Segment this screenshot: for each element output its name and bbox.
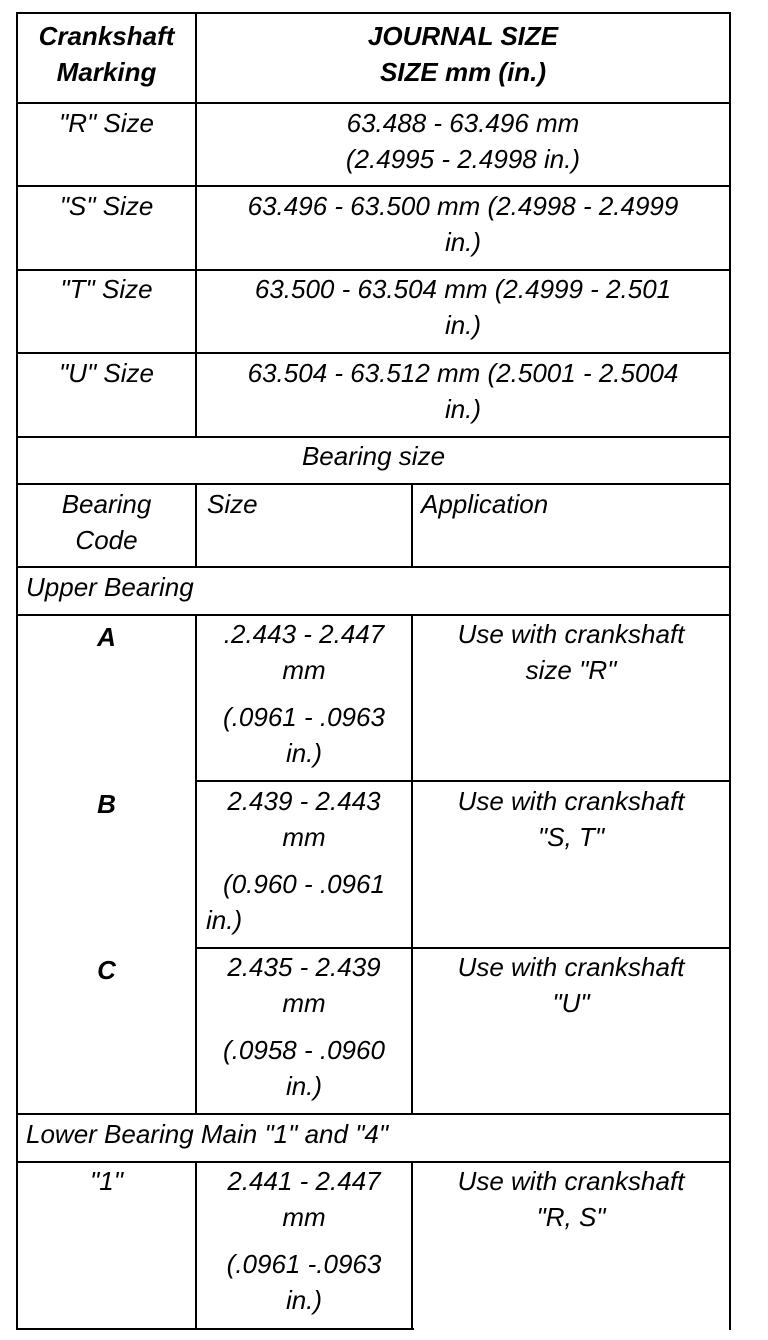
row-divider <box>16 185 731 187</box>
crankshaft-marking-cell: "U" Size <box>58 358 155 388</box>
row-divider <box>16 566 731 568</box>
column-divider <box>411 614 413 1115</box>
bearing-code-cell: B <box>97 789 116 819</box>
lower-bearing-section-title: Lower Bearing Main "1" and "4" <box>26 1119 389 1149</box>
journal-size-cell: 63.500 - 63.504 mm (2.4999 - 2.501 in.) <box>254 274 672 340</box>
row-divider <box>16 352 731 354</box>
crankshaft-marking-cell: "R" Size <box>58 108 155 138</box>
bearing-code-header: Bearing Code <box>61 489 152 555</box>
application-header: Application <box>421 489 549 519</box>
bearing-application-cell: Use with crankshaft "S, T" <box>457 786 685 852</box>
column-divider <box>411 483 413 568</box>
journal-size-cell: 63.504 - 63.512 mm (2.5001 - 2.5004 in.) <box>247 358 679 424</box>
row-divider <box>16 102 731 104</box>
crankshaft-marking-cell: "T" Size <box>60 274 153 304</box>
upper-bearing-section-title: Upper Bearing <box>26 572 194 602</box>
bearing-application-cell: Use with crankshaft "R, S" <box>457 1166 685 1232</box>
bearing-size-cell: .2.443 - 2.447 mm (.0961 - .0963 in.) <box>223 619 385 768</box>
size-header: Size <box>207 489 258 519</box>
bearing-application-cell: Use with crankshaft size "R" <box>457 619 685 685</box>
journal-size-header: JOURNAL SIZE SIZE mm (in.) <box>367 21 559 87</box>
crankshaft-marking-header: Crankshaft Marking <box>38 21 175 87</box>
bearing-size-cell: 2.441 - 2.447 mm (.0961 -.0963 in.) <box>226 1166 382 1315</box>
row-divider <box>16 483 731 485</box>
table-border-bottom <box>16 1328 414 1330</box>
table-border-right <box>729 12 731 1330</box>
row-divider <box>16 1113 731 1115</box>
crankshaft-marking-cell: "S" Size <box>59 191 154 221</box>
bearing-size-cell: 2.439 - 2.443 mm (0.960 - .0961 in.) <box>206 786 385 935</box>
table-border-top <box>16 12 731 14</box>
row-divider <box>196 780 731 782</box>
bearing-application-cell: Use with crankshaft "U" <box>457 952 685 1018</box>
journal-size-cell: 63.488 - 63.496 mm (2.4995 - 2.4998 in.) <box>345 108 581 174</box>
journal-size-cell: 63.496 - 63.500 mm (2.4998 - 2.4999 in.) <box>247 191 679 257</box>
bearing-size-title: Bearing size <box>301 441 446 471</box>
bearing-code-cell: A <box>97 622 116 652</box>
bearing-code-cell: "1" <box>90 1166 123 1196</box>
bearing-size-cell: 2.435 - 2.439 mm (.0958 - .0960 in.) <box>223 952 385 1101</box>
column-divider <box>195 483 197 568</box>
bearing-code-cell: C <box>97 955 116 985</box>
